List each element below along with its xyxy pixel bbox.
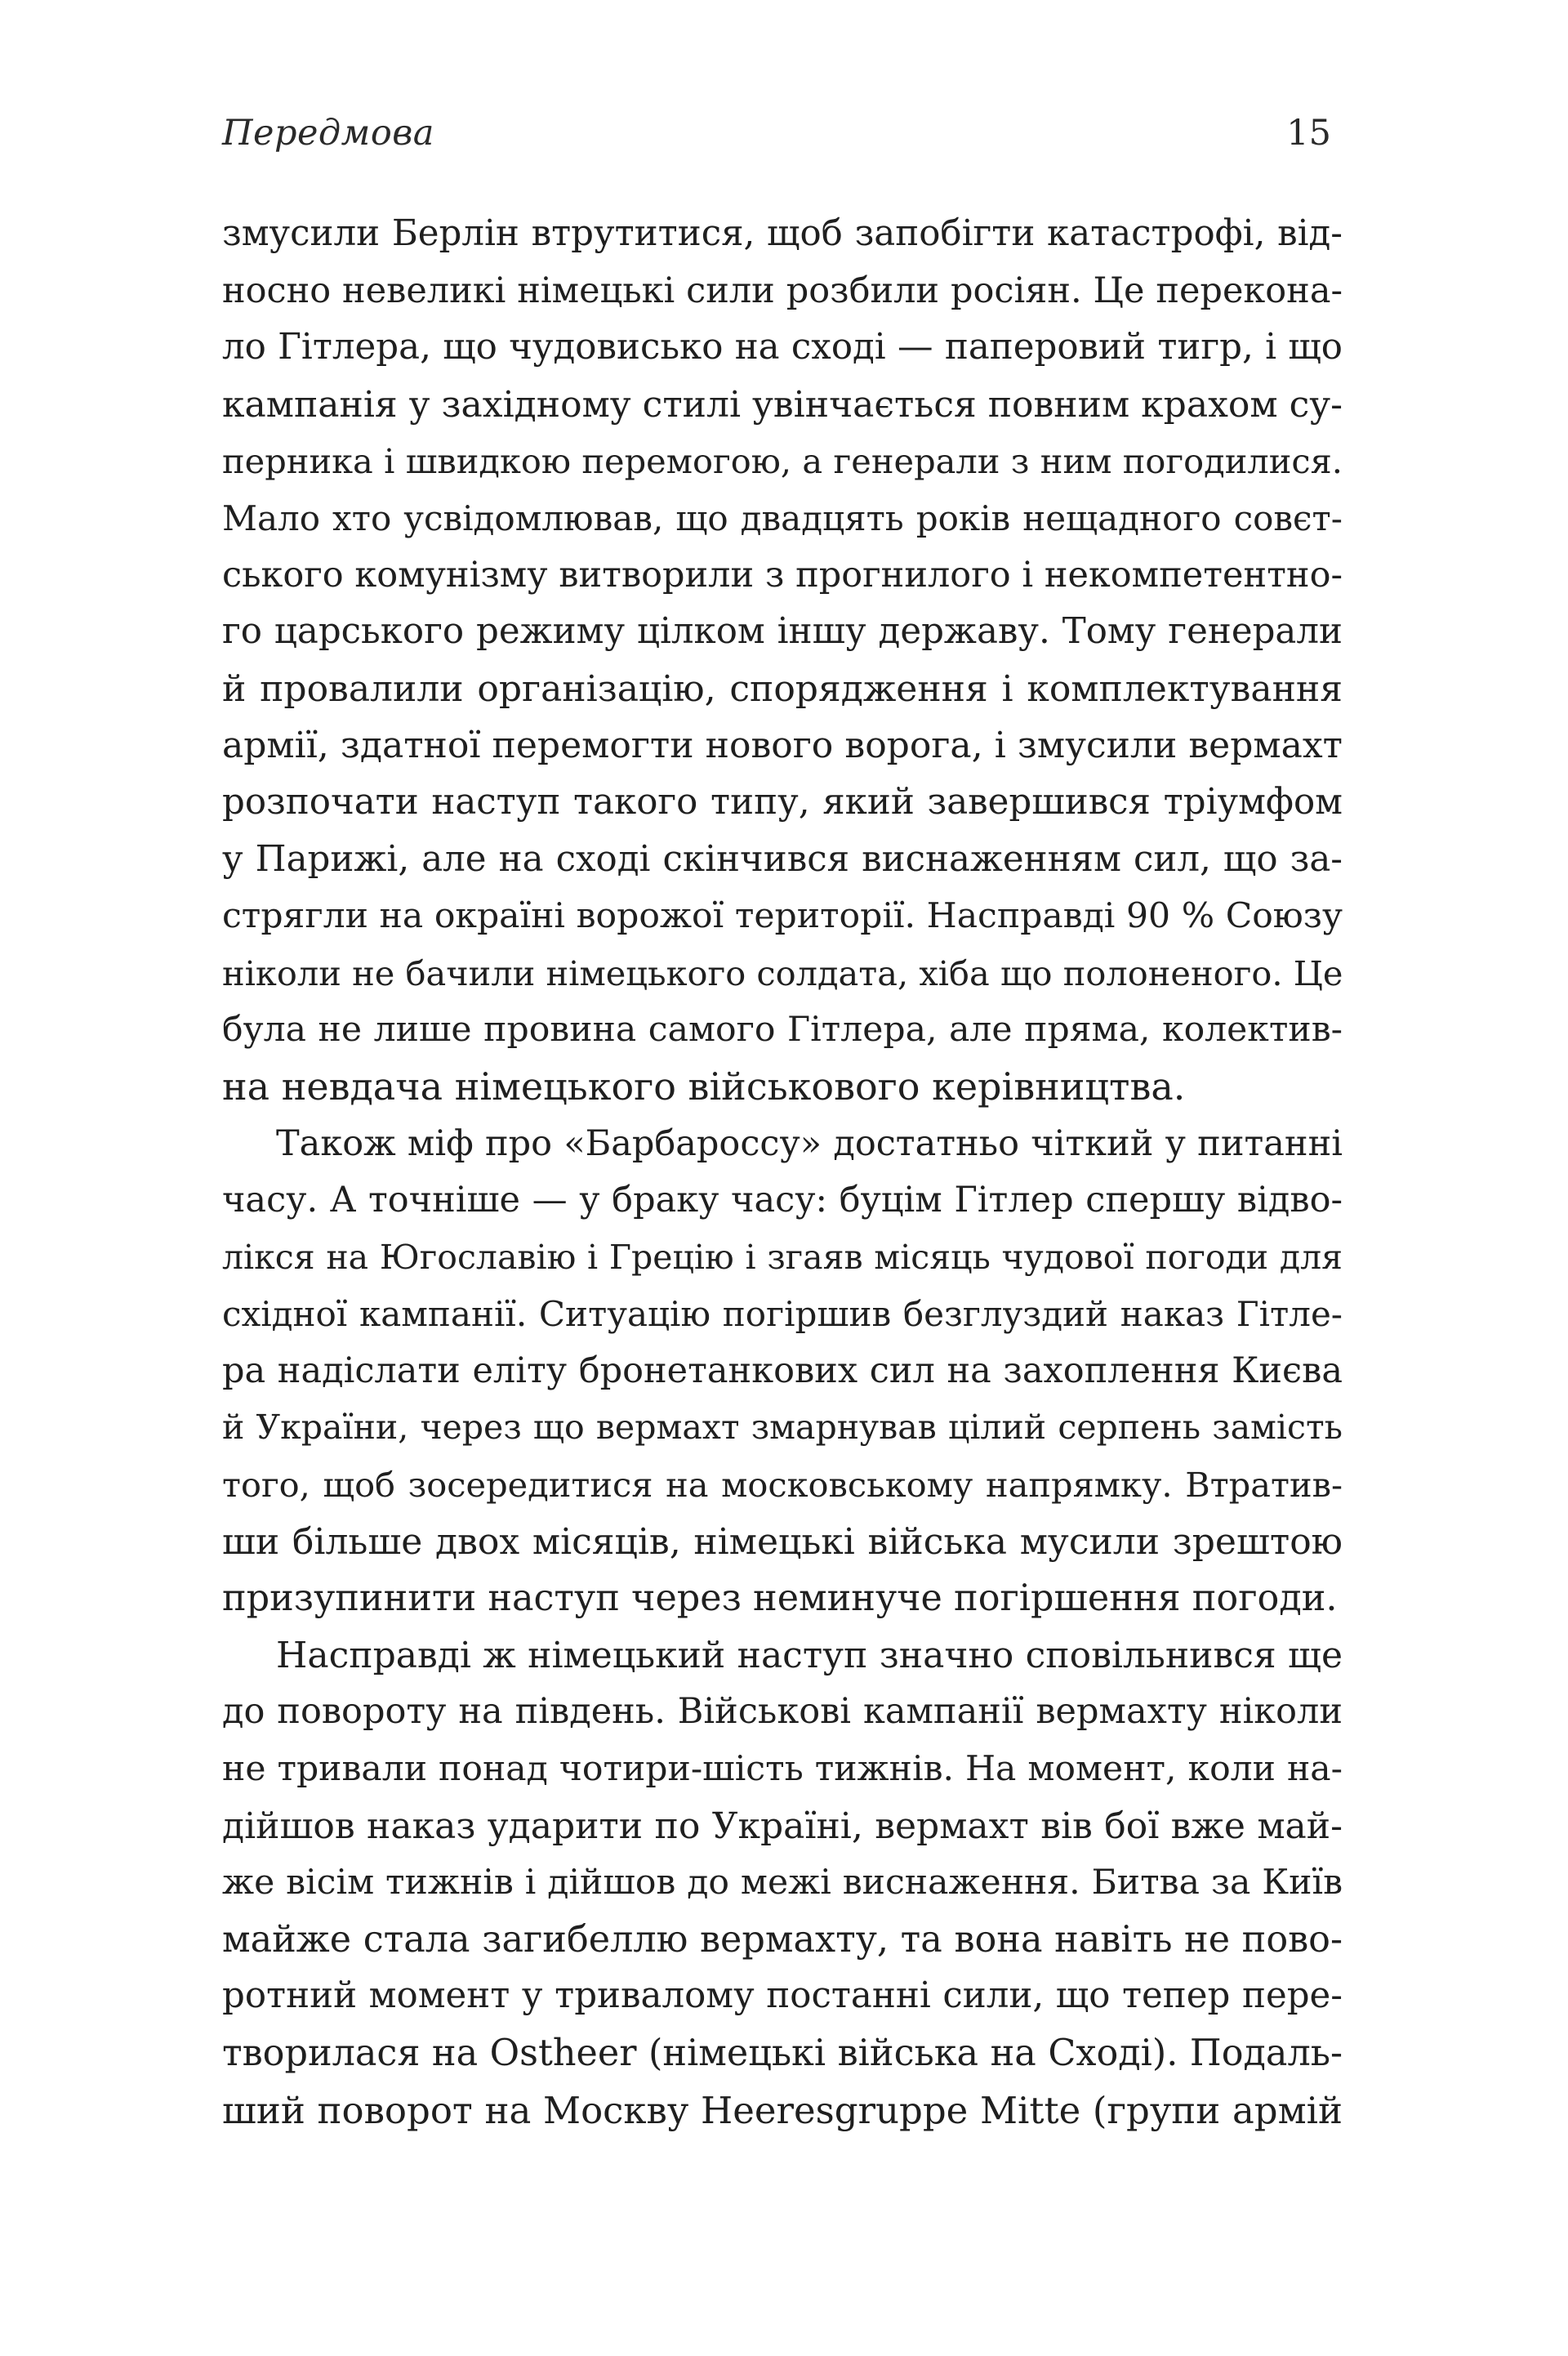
text-line: не тривали понад чотири-шість тижнів. На момент, коли на- bbox=[222, 1749, 1343, 1790]
text-line: носно невеликі німецькі сили розбили росіян. Це переконa- bbox=[222, 270, 1343, 311]
text-line: армії, здатної перемогти нового ворога, і змусили вермахт bbox=[222, 725, 1343, 767]
text-line: ши більше двох місяців, німецькі війська мусили зрештою bbox=[222, 1520, 1343, 1563]
body-text bbox=[222, 206, 1343, 2139]
text-line: у Парижі, але на сході скінчився виснаженням сил, що за- bbox=[222, 838, 1343, 880]
text-line: часу. А точніше — у браку часу: буцім Гітлер спершу відво- bbox=[222, 1180, 1343, 1221]
text-line: призупинити наступ через неминуче погіршення погоди. bbox=[222, 1577, 1338, 1620]
text-line: же вісім тижнів і дійшов до межі виснаження. Битва за Київ bbox=[222, 1863, 1343, 1903]
text-line: ра надіслати еліту бронетанкових сил на захоплення Києва bbox=[222, 1350, 1343, 1391]
text-line: й провалили організацію, спорядження і комплектування bbox=[222, 667, 1343, 710]
text-line: го царського режиму цілком іншу державу. Тому генерали bbox=[222, 611, 1343, 653]
text-line: Насправді ж німецький наступ значно сповільнився ще bbox=[276, 1634, 1343, 1676]
text-line: на невдача німецького військового керівництва. bbox=[222, 1064, 1186, 1109]
text-line: розпочати наступ такого типу, який завершився тріумфом bbox=[222, 781, 1343, 823]
text-line: перника і швидкою перемогою, а генерали з ним погодилися. bbox=[222, 441, 1343, 482]
paragraph-1 bbox=[222, 206, 1343, 1116]
text-line: й України, через що вермахт змарнував цілий серпень замість bbox=[222, 1408, 1343, 1448]
text-line: стрягли на окраїні ворожої території. Насправді 90 % Союзу bbox=[222, 896, 1343, 937]
text-line: до повороту на південь. Військові кампанії вермахту ніколи bbox=[222, 1691, 1343, 1733]
text-line: Також міф про «Барбароссу» достатньо чіткий у питанні bbox=[276, 1122, 1343, 1164]
text-line: ший поворот на Москву Heeresgruppe Mitte (групи армій bbox=[222, 2088, 1343, 2132]
text-line: східної кампанії. Ситуацію погіршив безглуздий наказ Гітле- bbox=[222, 1294, 1343, 1335]
text-line: змусили Берлін втрутитися, щоб запобігти катастрофі, від- bbox=[222, 213, 1343, 254]
paragraph-3 bbox=[222, 1627, 1343, 2139]
running-title: Передмова bbox=[222, 113, 434, 154]
text-line: ротний момент у тривалому постанні сили, що тепер пере- bbox=[222, 1975, 1343, 2017]
text-line: дійшов наказ ударити по Україні, вермахт вів бої вже май- bbox=[222, 1805, 1343, 1847]
text-line: Мало хто усвідомлював, що двадцять років нещадного совєт- bbox=[222, 498, 1343, 538]
paragraph-2 bbox=[222, 1116, 1343, 1627]
page-number: 15 bbox=[1286, 113, 1331, 154]
text-line: ло Гітлера, що чудовисько на сході — паперовий тигр, і що bbox=[222, 327, 1343, 368]
text-line: творилася на Ostheer (німецькі війська на Сході). Подаль- bbox=[222, 2032, 1343, 2074]
text-line: була не лише провина самого Гітлера, але пряма, колектив- bbox=[222, 1010, 1343, 1051]
text-line: ського комунізму витворили з прогнилого і некомпетентно- bbox=[222, 554, 1343, 596]
text-line: майже стала загибеллю вермахту, та вона навіть не пово- bbox=[222, 1918, 1343, 1961]
text-line: лікся на Югославію і Грецію і згаяв місяць чудової погоди для bbox=[222, 1237, 1343, 1277]
text-line: того, щоб зосередитися на московському напрямку. Втратив- bbox=[222, 1465, 1343, 1506]
text-line: ніколи не бачили німецького солдата, хіба що полоненого. Це bbox=[222, 953, 1343, 993]
text-line: кампанія у західному стилі увінчається повним крахом су- bbox=[222, 383, 1343, 426]
